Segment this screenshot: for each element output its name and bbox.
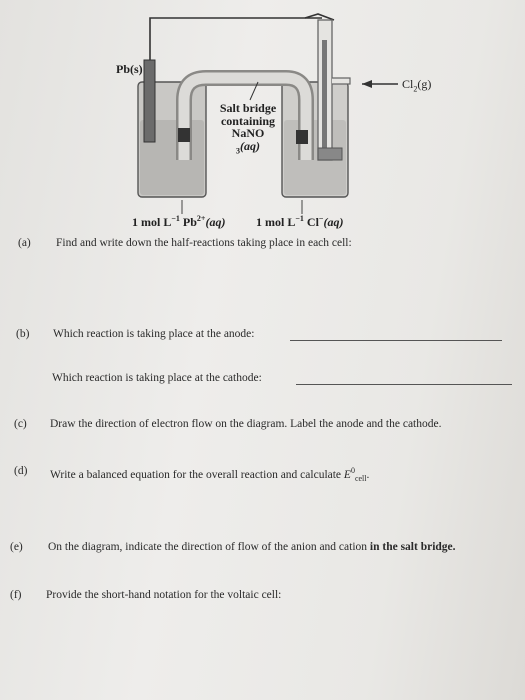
- anode-answer-line[interactable]: [290, 340, 502, 341]
- lead-label: Pb(s): [116, 62, 143, 76]
- worksheet-page: Pb(s) $Cl_2(g)$ Salt bridge containing NaNO $_3$(aq) 1 mol $L^{-1}$ $Pb^{2+}(aq)$ 1 mol $L^{-1}$ Cl−(aq) (a) Find and write down the half-reactions taking place in each cell: (b) Which reaction is taking place at the anode: Which reaction is taking place at the cathode: (c) Draw the direction of electron flow on the diagram. Label the anode and the cathode. (d) Write a balanced equation for the overall reaction and calculate $E^0_{cell}$. (e) On the diagram, indicate the direction of flow of the anion and cation in the salt bridge. (f) Provide the short-hand notation for the voltaic cell:: [0, 0, 525, 700]
- chlorine-label: $Cl_2(g)$: [402, 77, 432, 94]
- external-wire: [150, 18, 322, 60]
- question-text: Draw the direction of electron flow on the diagram. Label the anode and the cathode.: [50, 418, 442, 430]
- question-text: Provide the short-hand notation for the voltaic cell:: [46, 589, 282, 601]
- question-number: (f): [10, 589, 22, 601]
- question-text: Which reaction is taking place at the cathode:: [52, 372, 262, 384]
- right-solution-label: 1 mol $L^{-1}$ Cl−(aq): [256, 214, 344, 229]
- question-number: (b): [16, 328, 30, 340]
- question-text: Which reaction is taking place at the anode:: [53, 328, 255, 340]
- question-number: (e): [10, 541, 23, 553]
- question-number: (c): [14, 418, 27, 430]
- question-text: Find and write down the half-reactions taking place in each cell:: [56, 237, 352, 249]
- question-text: Write a balanced equation for the overall reaction and calculate: [50, 468, 344, 481]
- salt-bridge-label: Salt bridge containing NaNO $_3$(aq): [219, 101, 277, 155]
- lead-electrode: [144, 60, 155, 142]
- left-solution-label: 1 mol $L^{-1}$ $Pb^{2+}(aq)$: [132, 214, 226, 229]
- question-text: On the diagram, indicate the direction of flow of the anion and cation: [48, 541, 370, 553]
- cathode-answer-line[interactable]: [296, 384, 512, 385]
- question-number: (a): [18, 237, 31, 249]
- question-number: (d): [14, 465, 28, 477]
